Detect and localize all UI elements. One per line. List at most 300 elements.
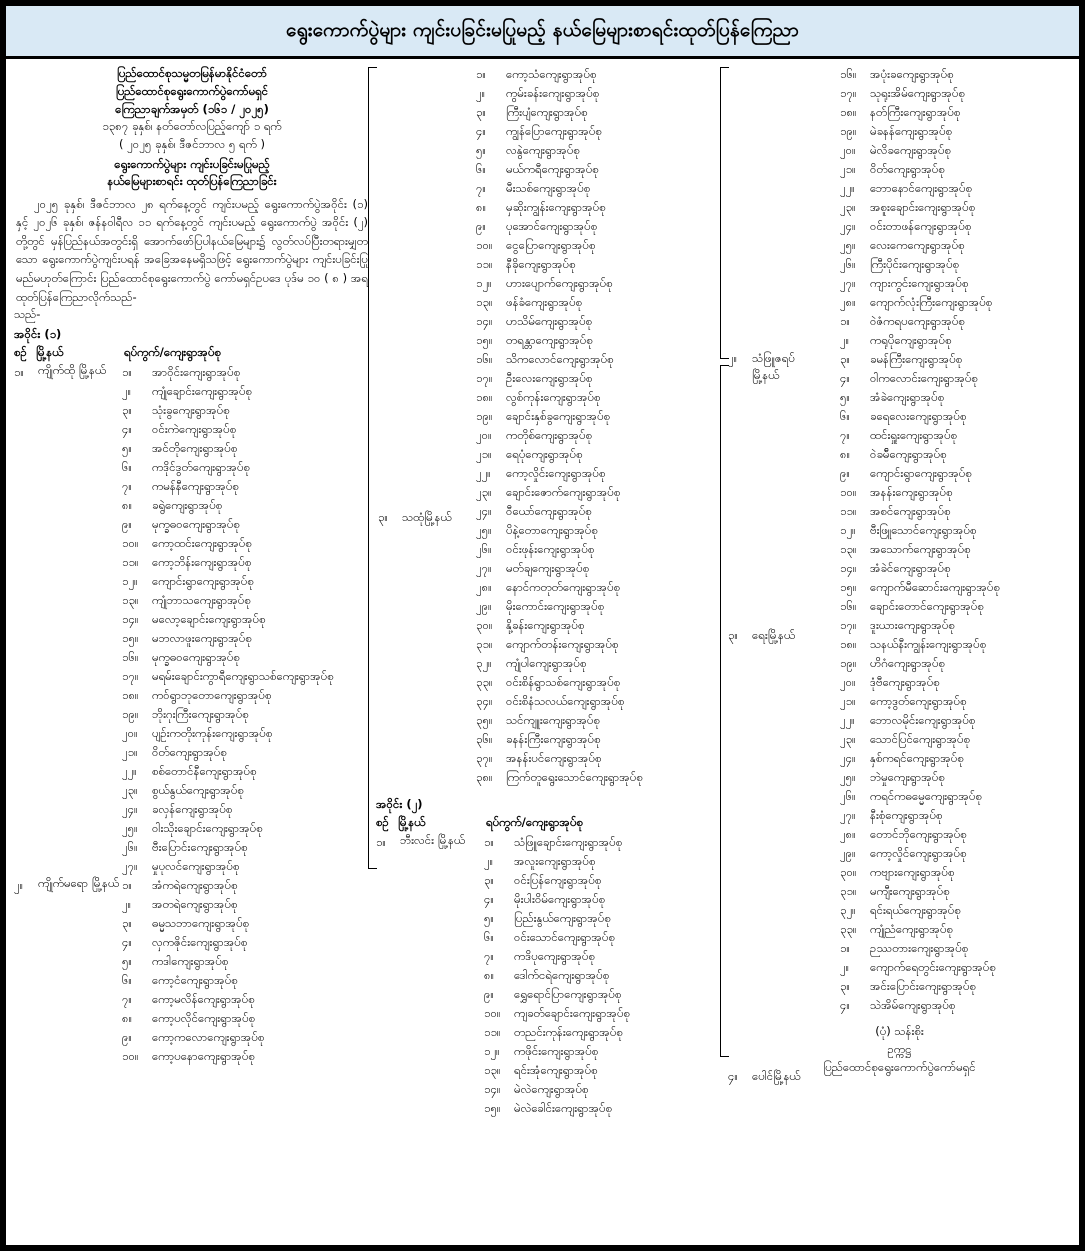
village-name: ချောင်းတောင်ကျေးရွာအုပ်စု [870,599,984,613]
table-row [840,483,1071,502]
table-row [476,521,726,540]
table-row [840,692,1071,711]
village-no: ၇။ [122,992,132,1007]
table-row [14,838,370,857]
village-name: ကျုံညံကျေးရွာအုပ်စု [870,922,953,936]
group-2-township-3-villages [840,312,1071,939]
table-row [840,369,1071,388]
table-row [476,502,726,521]
village-no: ၃။ [840,352,850,366]
village-name: ကော့ငံကျေးရွာအုပ်စု [152,973,238,988]
table-row [840,160,1071,179]
announcement-paragraph [14,195,370,307]
village-name: မုက္ခဓဝကျေးရွာအုပ်စု [152,650,240,665]
village-no: ၁၄။ [840,561,857,575]
village-name: သိကလောင်ကျေးရွာအုပ်စု [506,352,614,366]
table-row [840,426,1071,445]
table-row [840,825,1071,844]
village-no: ၈။ [122,1011,133,1026]
table-row [14,819,370,838]
letterhead-line-2: ပြည်ထောင်စုရွေးကောက်ပွဲကော်မရှင် [115,83,269,98]
table-row [476,122,726,141]
village-no: ၁၂။ [476,276,492,290]
village-no: ၂။ [840,333,850,347]
table-row [14,1009,370,1028]
village-name: မလော့ချောင်းကျေးရွာအုပ်စု [152,612,266,627]
group-1-label: အဝိုင်း (၁) [14,327,62,342]
village-no: ၁၉။ [840,656,857,670]
table-row [476,293,726,312]
table-row [476,274,726,293]
table-row [376,928,726,947]
letterhead [14,65,370,154]
village-name: ကော့ပလိုင်ကျေးရွာအုပ်စု [152,1011,256,1026]
col-header-ward: ရပ်ကွက်/ကျေးရွာအုပ်စု [486,815,584,829]
table-row [840,787,1071,806]
village-name: ဝဲခမ်ီကျေးရွာအုပ်စု [870,447,947,461]
table-row [14,667,370,686]
table-row [14,477,370,496]
column-2 [374,65,726,1118]
table-row [14,496,370,515]
village-name: တညင်းကုန်းကျေးရွာအုပ်စု [514,1025,623,1039]
village-no: ၃၃။ [476,675,493,689]
table-row [376,947,726,966]
table-row [376,1061,726,1080]
village-no: ၁၆။ [122,650,139,665]
village-name: ကော့ပနောကျေးရွာအုပ်စု [152,1049,255,1064]
table-row [476,730,726,749]
village-name: လွစ်ကုန်းကျေးရွာအုပ်စု [506,390,601,404]
village-no: ၁၀။ [840,485,857,499]
table-row [376,966,726,985]
table-row [476,768,726,787]
village-name: ကျောင်းရွာကျေးရွာအုပ်စု [870,466,972,480]
table-row [840,141,1071,160]
village-name: တောင်ဘိုကျေးရွာအုပ်စု [870,827,967,841]
table-row [840,122,1071,141]
village-no: ၁၉။ [122,707,139,722]
table-row [476,236,726,255]
table-row [476,540,726,559]
village-no: ၁၁။ [122,555,139,570]
village-name: ကရုပိုကျေးရွာအုပ်စု [870,333,952,347]
village-name: ကမန်နီကျေးရွာအုပ်စု [152,479,239,494]
table-row [376,1080,726,1099]
group-2-township-2-villages [840,65,1071,312]
township-name: ရေးမြို့နယ် [752,628,796,642]
table-row [840,806,1071,825]
table-row [14,401,370,420]
village-no: ၂။ [122,384,132,399]
village-name: စစ်တောင်နီကျေးရွာအုပ်စု [152,764,257,779]
table-row [376,852,726,871]
table-row [14,515,370,534]
village-name: အာဝိုင်းကျေးရွာအုပ်စု [152,365,241,380]
village-no: ၄။ [476,124,486,138]
village-no: ၂၈။ [476,580,492,594]
table-row [476,749,726,768]
table-row [476,331,726,350]
table-row [476,350,726,369]
village-name: ခလှန်ကျေးရွာအုပ်စု [152,802,233,817]
village-name: အတရဲကျေးရွာအုပ်စု [152,897,238,912]
village-name: ဝင်းစိန်ရွာသစ်ကျေးရွာအုပ်စု [506,675,621,689]
village-no: ၂၂။ [840,181,855,195]
village-name: ကော့မလိန်ကျေးရွာအုပ်စု [152,992,255,1007]
column-layout [14,65,1071,1245]
group-2-township-2-label [728,350,824,383]
village-name: ကဖိုင်းကျေးရွာအုပ်စု [514,1044,599,1058]
table-row [14,952,370,971]
village-name: သောင်ပြင်ကျေးရွာအုပ်စု [870,732,971,746]
village-name: ဘောနောင်ကျေးရွာအုပ်စု [870,181,973,195]
village-no: ၂။ [476,86,486,100]
village-no: ၁၈။ [122,688,139,703]
village-no: ၁၀။ [122,536,139,551]
village-no: ၂၄။ [840,751,856,765]
township-cell [14,876,122,895]
table-row [476,711,726,730]
township-cell [14,363,122,382]
village-no: ၅။ [476,143,486,157]
group-2-township-4-villages [840,939,1071,1015]
group-1-table-header [14,345,370,362]
table-row [840,958,1071,977]
village-no: ၅။ [122,954,132,969]
group-2-label: အဝိုင်း (၂) [376,797,423,811]
village-name: ကဗျားကျေးရွာအုပ်စု [870,865,955,879]
village-no: ၂၅။ [122,821,138,836]
village-no: ၂၅။ [840,770,856,784]
table-row [840,179,1071,198]
village-no: ၃၀။ [476,618,493,632]
village-no: ၁။ [840,941,850,955]
township-name: သထုံမြို့နယ် [402,510,452,524]
village-no: ၃။ [476,105,486,119]
village-no: ၆။ [484,930,494,944]
announcement-number: ကြေညာချက်အမှတ် (၁၆၁ / ၂၀၂၅) [115,101,269,116]
table-row [476,369,726,388]
group-2-township-4-label [728,1068,838,1085]
village-name: နတ်ကြီးကျေးရွာအုပ်စု [870,105,961,119]
table-row [376,909,726,928]
village-name: ခမန်ကြီးကျေးရွာအုပ်စု [870,352,963,366]
village-no: ၈။ [484,968,495,982]
document-banner [6,6,1079,59]
village-name: ဟားပျောက်ကျေးရွာအုပ်စု [506,276,613,290]
village-name: ကဒိပုကျေးရွာအုပ်စု [514,949,595,963]
table-row [840,635,1071,654]
table-row [476,65,726,84]
village-no: ၇။ [484,949,494,963]
village-no: ၂၃။ [840,732,856,746]
col-header-township: မြို့နယ် [398,815,426,829]
village-name: နှစ်ကရင်ကျေးရွာအုပ်စု [870,751,964,765]
village-name: ကျခတ်ချောင်းကျေးရွာအုပ်စု [514,1006,630,1020]
table-row [476,388,726,407]
village-no: ၂၀။ [840,143,856,157]
village-name: လှကဇိုင်းကျေးရွာအုပ်စု [152,935,248,950]
table-row [840,331,1071,350]
village-name: ဓမ္မသဘာကျေးရွာအုပ်စု [152,916,250,931]
col-header-no: စဉ် [376,815,389,829]
village-name: ဝင်းကဲကျေးရွာအုပ်စု [152,422,237,437]
village-no: ၂၅။ [476,523,492,537]
table-row [376,1004,726,1023]
village-no: ၁။ [122,365,132,380]
village-name: ကျောက်တန်းကျေးရွာအုပ်စု [506,637,619,651]
table-row [376,985,726,1004]
table-row [840,445,1071,464]
village-cell [484,833,726,852]
village-no: ၁၉။ [840,124,857,138]
village-no: ၁။ [476,67,486,81]
village-no: ၂၀။ [122,726,138,741]
village-name: လနွဲကျေးရွာအုပ်စု [506,143,580,157]
table-row [840,578,1071,597]
table-row [840,407,1071,426]
village-no: ၂၈။ [840,295,856,309]
village-no: ၄။ [840,371,850,385]
table-row [840,882,1071,901]
village-no: ၂၇။ [840,808,856,822]
village-name: ချောင်းနှစ်ခွကျေးရွာအုပ်စု [506,409,611,423]
village-name: ဝင်းသောင်ကျေးရွာအုပ်စု [514,930,615,944]
village-no: ၆။ [122,460,132,475]
village-name: ကော့ကလောကျေးရွာအုပ်စု [152,1030,265,1045]
village-no: ၃။ [484,873,494,887]
village-name: သုရုးအိမ်ကျေးရွာအုပ်စု [870,86,965,100]
table-row [840,730,1071,749]
village-name: အင်းပြောင်းကျေးရွာအုပ်စု [870,979,976,993]
village-no: ၂၈။ [840,827,856,841]
table-row [476,483,726,502]
village-no: ၁။ [122,878,132,893]
township-name: ကျိုက်မရော မြို့နယ် [38,876,120,891]
table-row [840,255,1071,274]
table-row [840,977,1071,996]
table-row [14,1028,370,1047]
village-name: အံကရဲကျေးရွာအုပ်စု [152,878,238,893]
village-no: ၁၁။ [476,257,493,271]
village-no: ၇။ [122,479,132,494]
table-row [840,350,1071,369]
village-name: မတ်ချကျေးရွာအုပ်စု [506,561,590,575]
table-row [840,559,1071,578]
table-row [840,844,1071,863]
document-body [6,59,1079,1245]
village-name: ဟိဂံကျေးရွာအုပ်စု [870,656,945,670]
table-row [476,445,726,464]
village-name: ပျဉ်းကတိုးကုန်းကျေးရွာအုပ်စု [152,726,273,741]
village-no: ၉။ [484,987,494,1001]
village-no: ၃၃။ [840,922,857,936]
village-no: ၂၁။ [122,745,138,760]
table-row [14,363,370,382]
village-no: ၁၉။ [476,409,493,423]
table-row [840,673,1071,692]
village-no: ၂၁။ [476,447,492,461]
village-no: ၃၄။ [476,694,493,708]
village-no: ၁၈။ [476,390,493,404]
village-no: ၂၆။ [122,840,138,855]
table-row [476,141,726,160]
village-no: ၄။ [122,935,132,950]
village-name: အစင်ကျေးရွာအုပ်စု [870,504,951,518]
village-name: မိုးကောင်းကျေးရွာအုပ်စု [506,599,605,613]
table-row [840,863,1071,882]
table-row [14,743,370,762]
village-no: ၁၀။ [476,238,493,252]
village-no: ၂၁။ [840,694,856,708]
village-name: ကျွန်ပြောကျေးရွာအုပ်စု [506,124,602,138]
col-header-no: စဉ် [14,345,27,360]
village-name: ဒုံဗီကျေးရွာအုပ်စု [870,675,940,689]
village-name: ကြီးပိုင်းကျေးရွာအုပ်စု [870,257,960,271]
village-no: ၁၃။ [476,295,493,309]
village-name: ချောင်းဇောက်ကျေးရွာအုပ်စု [506,485,621,499]
village-no: ၂၂။ [122,764,137,779]
township-3-bracket [368,67,377,869]
group-1-township-3 [476,65,726,787]
village-name: အစူးချောင်းကျေးရွာအုပ်စု [870,200,976,214]
village-no: ၃။ [122,403,132,418]
village-name: မိုးပါးဝိမ်ကျေးရွာအုပ်စု [514,892,606,906]
table-row [14,591,370,610]
village-no: ၂၂။ [840,713,855,727]
table-row [14,648,370,667]
date-gregorian: ( ၂၀၂၅ ခုနှစ်၊ ဒီဇင်ဘာလ ၅ ရက် ) [119,137,265,152]
village-no: ၅။ [122,441,132,456]
village-name: မဲလိခကျေးရွာအုပ်စု [870,143,951,157]
village-no: ၃၈။ [476,770,493,784]
village-no: ၂၇။ [122,859,138,874]
table-row [14,876,370,895]
village-name: မကျီးကျေးရွာအုပ်စု [870,884,950,898]
village-name: ဘဲမှုကျေးရွာအုပ်စု [870,770,945,784]
group-2-township-1 [376,833,726,1118]
village-name: ဝဲဇံကရပကျေးရွာအုပ်စု [870,314,965,328]
table-row [840,749,1071,768]
village-no: ၄။ [840,998,850,1012]
village-no: ၂၄။ [122,802,138,817]
table-row [840,198,1071,217]
village-no: ၉။ [840,466,850,480]
table-row [14,420,370,439]
village-name: ဉဿတားကျေးရွာအုပ်စု [870,941,969,955]
township-no: ၃။ [378,510,388,524]
table-row [476,84,726,103]
table-row [840,217,1071,236]
village-no: ၂၄။ [476,504,492,518]
village-no: ၃၁။ [840,884,857,898]
village-no: ၁၂။ [484,1044,500,1058]
village-no: ၃၀။ [840,865,857,879]
township-bracket-3 [720,365,729,1057]
table-row [840,996,1071,1015]
col-header-ward: ရပ်ကွက်/ကျေးရွာအုပ်စု [124,345,222,360]
township-no: ၃။ [728,628,738,642]
table-row [476,673,726,692]
village-no: ၁၂။ [122,574,138,589]
village-no: ၂၇။ [476,561,492,575]
village-name: ကော့သံကျေးရွာအုပ်စု [506,67,597,81]
paragraph-closer: သည်- [14,307,41,322]
village-no: ၂၃။ [122,783,138,798]
village-name: ကျောင်းရွာကျေးရွာအုပ်စု [152,574,254,589]
village-name: ပိနဲ့တောကျေးရွာအုပ်စု [506,523,598,537]
village-no: ၁၅။ [840,580,857,594]
village-no: ၁၃။ [484,1063,501,1077]
village-cell [122,876,370,895]
village-name: ဝိတ်ကျေးရွာအုပ်စု [870,162,945,176]
village-name: ဗီးပြောင်းကျေးရွာအုပ်စု [152,840,248,855]
signature-org: ပြည်ထောင်စုရွေးကောက်ပွဲကော်မရှင် [823,1059,976,1074]
table-row [376,1042,726,1061]
village-no: ၉။ [476,219,486,233]
village-no: ၁၁။ [840,504,857,518]
paragraph-text: ၂၀၂၅ ခုနှစ်၊ ဒီဇင်ဘာလ ၂၈ ရက်နေ့တွင် ကျင်းပမည့် ရွေးကောက်ပွဲအဝိုင်း (၁) နှင့် ၂၀၂၆ ခုနှစ်၊ ဇန်နဝါရီလ ၁၁ ရက်နေ့တွင် ကျင်းပမည့် ရွေးကောက်ပွဲ အဝိုင်း (၂) တို့တွင် မှန်ပြည်နယ်အတွင်းရှိ အောက်ဖော်ပြပါနယ်မြေများ၌ လွတ်လပ်ပြီးတရားမျှတသော ရွေးကောက်ပွဲကျင်းပရန် အခြေအနေမရှိသဖြင့် ရွေးကောက်ပွဲများ ကျင်းပခြင်းပြုမည်မဟုတ်ကြောင်း ပြည်ထောင်စုရွေးကောက်ပွဲ ကော်မရှင်ဥပဒေ ပုဒ်မ ၁၀ ( ၈ ) အရ ထုတ်ပြန်ကြေညာလိုက်သည်- [16,196,368,304]
village-name: ဝိတ်ကျေးရွာအုပ်စု [152,745,227,760]
village-no: ၁၅။ [122,631,139,646]
village-name: ကြက်တူရွေးသောင်ကျေးရွာအုပ်စု [506,770,643,784]
village-name: ထင်းရှူးကျေးရွာအုပ်စု [870,428,958,442]
village-no: ၂။ [484,854,494,868]
signature-name: (ပုံ) သန်းစိုး [875,1024,924,1038]
date-burmese-era: ၁၃၈၇ ခုနှစ်၊ နတ်တော်လပြည့်ကျော် ၁ ရက် [102,119,282,134]
village-no: ၁၀။ [122,1049,139,1064]
village-name: မှုပုလင်ကျေးရွာအုပ်စု [152,859,240,874]
group-1-township-2 [14,876,370,1066]
table-row [840,464,1071,483]
village-name: ကျုံဘာသကျေးရွာအုပ်စု [152,593,251,608]
village-no: ၉။ [122,517,132,532]
table-row [476,217,726,236]
village-name: သနယ်နီးကျွန်းကျေးရွာအုပ်စု [870,637,987,651]
village-name: ကတိုစ်ကျေးရွာအုပ်စု [506,428,593,442]
table-row [476,597,726,616]
village-name: ဦးလေးကျေးရွာအုပ်စု [506,371,593,385]
village-name: ဝင်းပြန်ကျေးရွာအုပ်စု [514,873,602,887]
table-row [476,407,726,426]
table-row [840,711,1071,730]
table-row [14,382,370,401]
village-no: ၂၅။ [840,238,856,252]
village-name: ကျောက်လုံးကြီးကျေးရွာအုပ်စု [870,295,993,309]
village-no: ၈။ [476,200,487,214]
village-name: အင်တိုကျေးရွာအုပ်စု [152,441,238,456]
village-no: ၄။ [484,892,494,906]
village-name: အံခဲကျေးရွာအုပ်စု [870,390,945,404]
village-no: ၁၄။ [476,314,493,328]
table-row [476,578,726,597]
village-name: ကဒါကျေးရွာအုပ်စု [152,954,229,969]
table-row [14,800,370,819]
village-name: ကျောက်မီဆောင်းကျေးရွာအုပ်စု [870,580,1000,594]
village-name: မဲလဲခေါင်းကျေးရွာအုပ်စု [514,1101,613,1115]
village-no: ၁၀။ [484,1006,501,1020]
village-name: ဝါးသိုးချောင်းကျေးရွာအုပ်စု [152,821,263,836]
village-no: ၁၄။ [484,1082,501,1096]
table-row [14,933,370,952]
village-name: ကျားကွင်းကျေးရွာအုပ်စု [870,276,969,290]
table-row [476,160,726,179]
table-row [476,255,726,274]
village-name: ရင်းရယ်ကျေးရွာအုပ်စု [870,903,961,917]
village-no: ၁၇။ [122,669,139,684]
village-name: ဝင်းတာဖန်ကျေးရွာအုပ်စု [870,219,972,233]
